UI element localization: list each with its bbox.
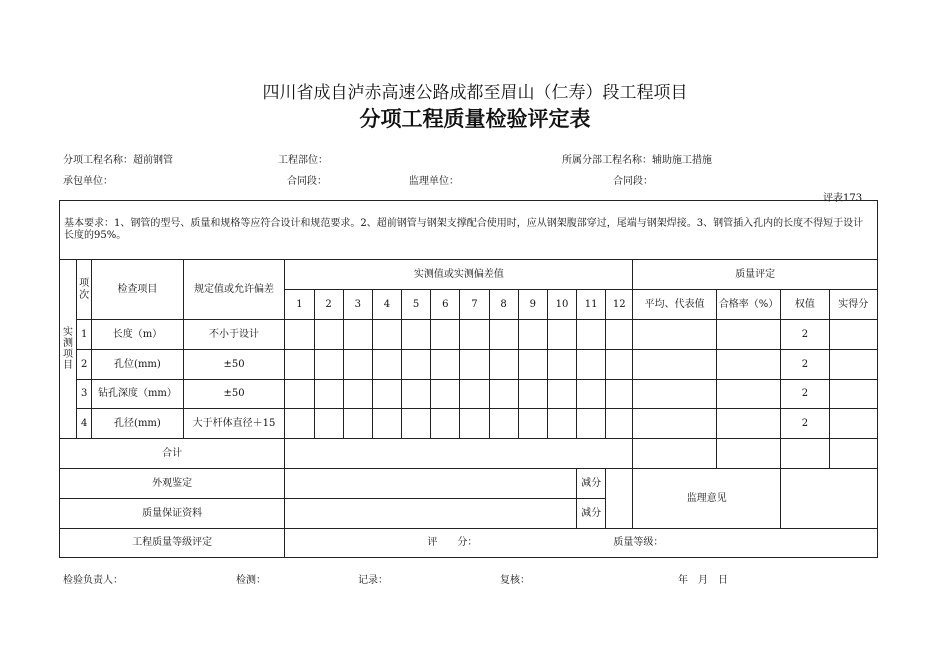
contract-section-1: 合同段： [287, 176, 327, 187]
row-spec: ±50 [183, 350, 285, 380]
basic-requirements: 基本要求：1、钢管的型号、质量和规格等应符合设计和规范要求。2、超前钢管与钢架支撑配合使用时，应从钢架腹部穿过，尾端与钢架焊接。3、钢管插入孔内的长度不得短于设计长度的95%。 [60, 201, 878, 260]
grade-eval-label: 工程质量等级评定 [60, 529, 285, 558]
date-field: 年 月 日 [678, 575, 728, 586]
project-part: 工程部位： [278, 155, 328, 166]
tester-signature: 检测： [236, 575, 266, 586]
row-spec: 大于杆体直径＋15 [183, 409, 285, 439]
header-score: 实得分 [829, 290, 877, 320]
group-label-text: 实测项目 [63, 326, 74, 371]
division-name: 所属分部工程名称：辅助施工措施 [562, 155, 712, 166]
header-seq [77, 260, 92, 320]
measure-col: 10 [547, 290, 576, 320]
header-quality: 质量评定 [633, 260, 878, 290]
total-row [60, 439, 878, 469]
header-avg: 平均、代表值 [633, 290, 717, 320]
measure-col: 4 [372, 290, 401, 320]
header-item: 检查项目 [92, 260, 184, 320]
row-weight: 2 [781, 320, 829, 350]
header-rate: 合格率（%） [716, 290, 780, 320]
table-row [60, 320, 878, 350]
contract-section-2: 合同段： [613, 176, 653, 187]
measure-col: 9 [518, 290, 547, 320]
measure-col: 11 [577, 290, 606, 320]
table-row [60, 409, 878, 439]
measure-col: 8 [489, 290, 518, 320]
project-title: 四川省成自泸赤高速公路成都至眉山（仁寿）段工程项目 [262, 83, 688, 103]
header-spec: 规定值或允许偏差 [183, 260, 285, 320]
form-title: 分项工程质量检验评定表 [359, 106, 591, 131]
row-weight: 2 [781, 380, 829, 409]
form-number: 评表173 [823, 193, 863, 204]
score-label: 评 分： [427, 537, 478, 548]
grade-eval-cell [285, 529, 878, 558]
inspector-signature: 检验负责人： [63, 575, 123, 586]
deduct-label-2: 减分 [577, 499, 606, 529]
supervisor-opinion: 监理意见 [633, 469, 781, 529]
table-row [60, 380, 878, 409]
deduct-label-1: 减分 [577, 469, 606, 499]
recorder-signature: 记录： [358, 575, 388, 586]
group-label [60, 260, 77, 439]
row-item: 钻孔深度（mm） [92, 380, 184, 409]
row-weight: 2 [781, 350, 829, 380]
measure-col: 2 [314, 290, 343, 320]
measure-col: 6 [431, 290, 460, 320]
row-weight: 2 [781, 409, 829, 439]
qa-data-label: 质量保证资料 [60, 499, 285, 529]
measure-col: 3 [343, 290, 372, 320]
row-item: 长度（m） [92, 320, 184, 350]
inspection-table [59, 200, 878, 558]
appearance-label: 外观鉴定 [60, 469, 285, 499]
row-item: 孔径(mm) [92, 409, 184, 439]
quality-grade-label: 质量等级： [613, 537, 664, 548]
header-weight: 权值 [781, 290, 829, 320]
measure-col: 7 [460, 290, 489, 320]
measure-col: 5 [402, 290, 431, 320]
total-label: 合计 [60, 439, 285, 469]
row-no: 3 [77, 380, 92, 409]
reviewer-signature: 复核： [500, 575, 530, 586]
row-spec: ±50 [183, 380, 285, 409]
table-row [60, 350, 878, 380]
header-seq-text: 项次 [79, 278, 90, 301]
row-no: 1 [77, 320, 92, 350]
contractor: 承包单位： [63, 176, 113, 187]
row-no: 4 [77, 409, 92, 439]
header-measured: 实测值或实测偏差值 [285, 260, 633, 290]
row-no: 2 [77, 350, 92, 380]
measure-col: 12 [606, 290, 633, 320]
supervisor-unit: 监理单位： [409, 176, 459, 187]
measure-col: 1 [285, 290, 314, 320]
sub-item-name: 分项工程名称：超前钢管 [63, 155, 173, 166]
row-item: 孔位(mm) [92, 350, 184, 380]
row-spec: 不小于设计 [183, 320, 285, 350]
